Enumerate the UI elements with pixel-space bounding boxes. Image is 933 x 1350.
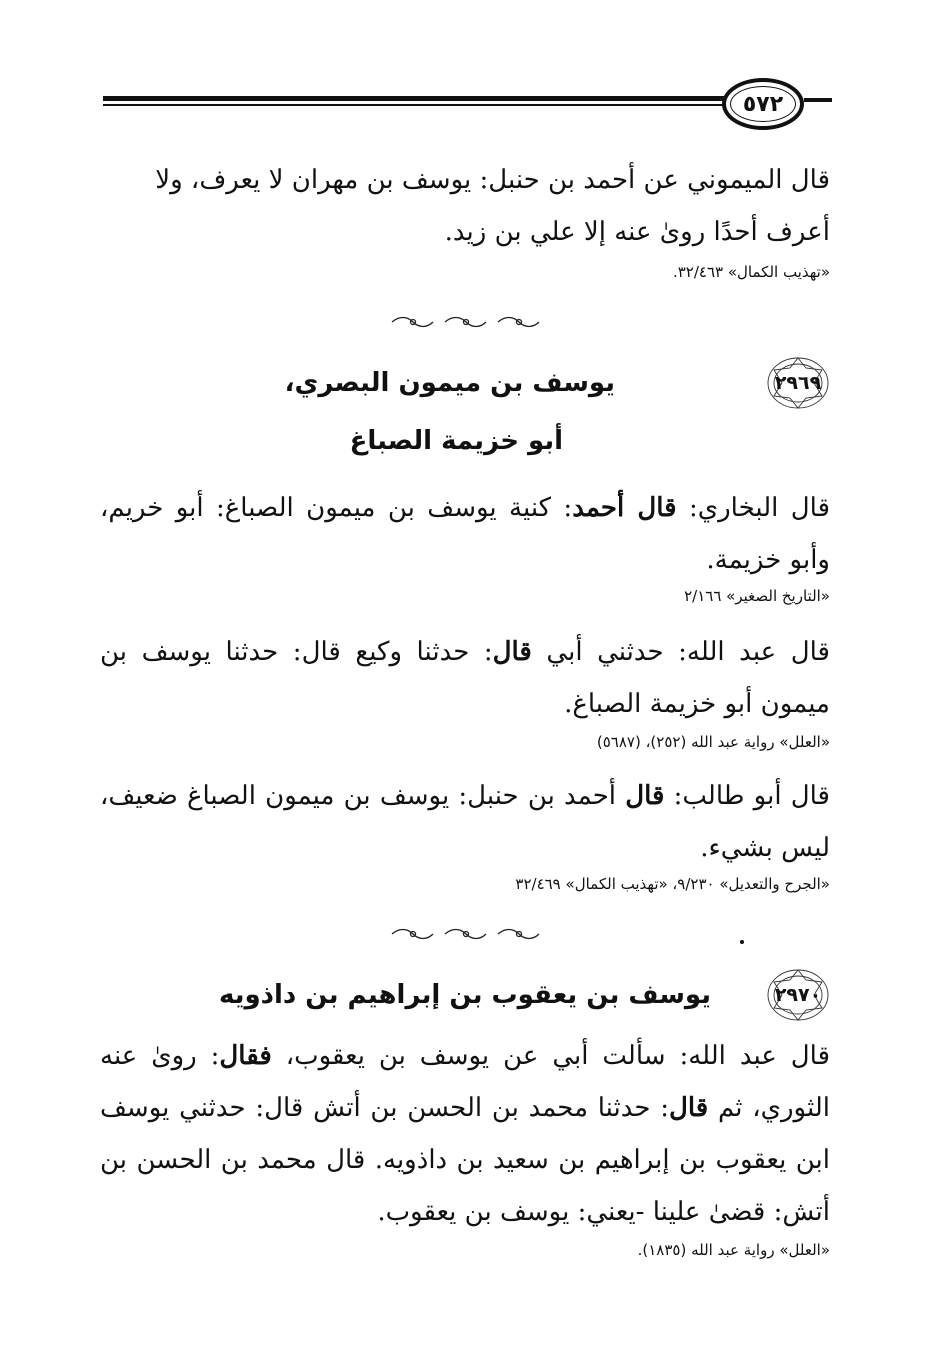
entry-reference: «العلل» رواية عبد الله (٢٥٢)، (٥٦٨٧) (596, 733, 830, 751)
bold-phrase: فقال (219, 1041, 272, 1071)
top-paragraph-line-2: أعرف أحدًا روىٰ عنه إلا علي بن زيد. (444, 217, 830, 247)
ornament-flourish-icon (387, 926, 547, 942)
header-rule (103, 96, 725, 101)
entry-reference: «التاريخ الصغير» ٢/١٦٦ (684, 587, 830, 605)
bold-phrase: قال (668, 1093, 709, 1123)
header-rule-thin (103, 104, 725, 106)
entry-paragraph: قال عبد الله: حدثني أبي قال: حدثنا وكيع قال: حدثنا يوسف بن ميمون أبو خزيمة الصباغ. (100, 637, 830, 719)
entry-reference: «العلل» رواية عبد الله (١٨٣٥). (637, 1241, 830, 1259)
page-number (722, 78, 804, 130)
separator-ornament (0, 926, 933, 946)
entry-number: ٢٩٧٠ (774, 984, 822, 1006)
ornament-flourish-icon (387, 314, 547, 330)
entry-paragraph: قال البخاري: قال أحمد: كنية يوسف بن ميمون الصباغ: أبو خريم، وأبو خزيمة. (100, 493, 830, 575)
separator-ornament (0, 314, 933, 334)
page-number-text: ٥٧٢ (742, 91, 784, 117)
entry-title-line-1: يوسف بن ميمون البصري، (284, 368, 615, 398)
entry-number-medallion (762, 354, 834, 412)
bold-phrase: قال (625, 781, 665, 811)
entry-title-line-2: أبو خزيمة الصباغ (349, 426, 563, 456)
entry-number-medallion (762, 966, 834, 1024)
entry-paragraph: قال أبو طالب: قال أحمد بن حنبل: يوسف بن ميمون الصباغ ضعيف، ليس بشيء. (100, 781, 830, 863)
top-reference: «تهذيب الكمال» ٣٢/٤٦٣. (672, 263, 830, 281)
top-paragraph-line-1: قال الميموني عن أحمد بن حنبل: يوسف بن مهران لا يعرف، ولا (155, 165, 830, 195)
header-rule-right (804, 98, 832, 102)
entry-reference: «الجرح والتعديل» ٩/٢٣٠، «تهذيب الكمال» ٣٢/٤٦٩ (515, 875, 830, 893)
bold-phrase: قال أحمد (572, 493, 677, 523)
stray-dot (740, 940, 744, 944)
entry-paragraph: قال عبد الله: سألت أبي عن يوسف بن يعقوب، فقال: روىٰ عنه الثوري، ثم قال: حدثنا محمد بن الحسن بن أتش قال: حدثني يوسف ابن يعقوب بن إبراهيم بن سعيد بن داذويه. قال محمد بن الحسن بن أتش: قضىٰ علينا -يعني: يوسف بن يعقوب. (100, 1041, 830, 1227)
entry-title: يوسف بن يعقوب بن إبراهيم بن داذويه (218, 980, 711, 1010)
bold-phrase: قال (492, 637, 532, 667)
entry-number: ٢٩٦٩ (774, 372, 822, 394)
